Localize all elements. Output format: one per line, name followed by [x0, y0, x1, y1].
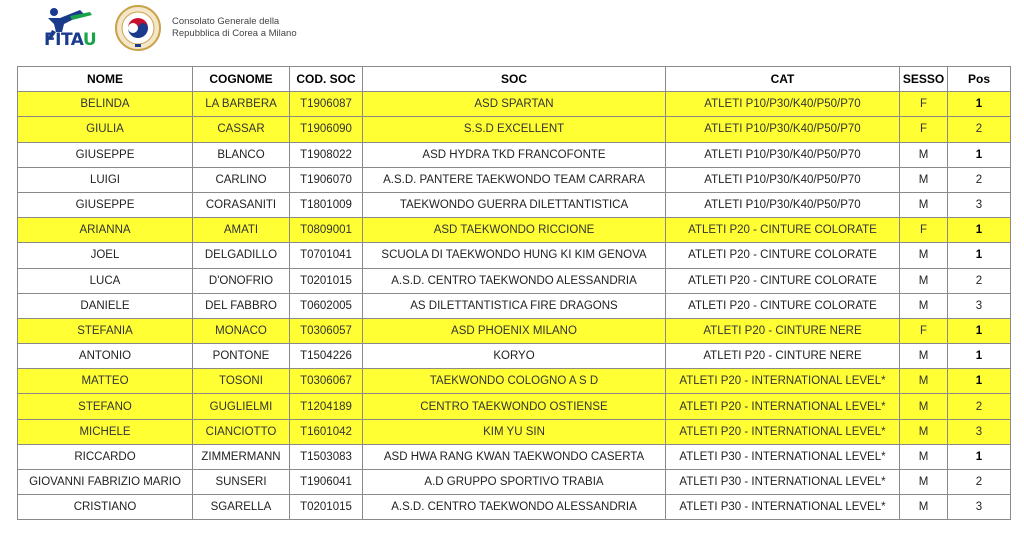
cell-sesso: M — [900, 167, 948, 192]
cell-nome: ANTONIO — [18, 344, 193, 369]
cell-cognome: SUNSERI — [193, 470, 290, 495]
table-row — [18, 394, 1011, 419]
table-row — [18, 192, 1011, 217]
cell-cognome: GUGLIELMI — [193, 394, 290, 419]
cell-soc: SCUOLA DI TAEKWONDO HUNG KI KIM GENOVA — [363, 243, 666, 268]
cell-sesso: F — [900, 117, 948, 142]
cell-cod-soc: T1601042 — [290, 419, 363, 444]
cell-soc: ASD SPARTAN — [363, 92, 666, 117]
cell-pos: 2 — [948, 117, 1011, 142]
cell-cod-soc: T1906041 — [290, 470, 363, 495]
table-row — [18, 369, 1011, 394]
table-row — [18, 243, 1011, 268]
cell-cat: ATLETI P20 - INTERNATIONAL LEVEL* — [666, 419, 900, 444]
cell-soc: A.S.D. CENTRO TAEKWONDO ALESSANDRIA — [363, 268, 666, 293]
cell-cod-soc: T1504226 — [290, 344, 363, 369]
consulate-name — [172, 16, 297, 40]
cell-cod-soc: T0306067 — [290, 369, 363, 394]
cell-sesso: M — [900, 470, 948, 495]
cell-nome: JOEL — [18, 243, 193, 268]
cell-cat: ATLETI P10/P30/K40/P50/P70 — [666, 92, 900, 117]
cell-cat: ATLETI P20 - INTERNATIONAL LEVEL* — [666, 369, 900, 394]
cell-nome: LUCA — [18, 268, 193, 293]
table-row — [18, 470, 1011, 495]
table-row — [18, 268, 1011, 293]
cell-sesso: M — [900, 192, 948, 217]
table-row — [18, 293, 1011, 318]
cell-soc: AS DILETTANTISTICA FIRE DRAGONS — [363, 293, 666, 318]
cell-cognome: DELGADILLO — [193, 243, 290, 268]
table-row — [18, 318, 1011, 343]
cell-soc: ASD HYDRA TKD FRANCOFONTE — [363, 142, 666, 167]
cell-nome: GIUSEPPE — [18, 142, 193, 167]
cell-cod-soc: T0306057 — [290, 318, 363, 343]
cell-cat: ATLETI P20 - CINTURE COLORATE — [666, 218, 900, 243]
cell-cat: ATLETI P20 - CINTURE COLORATE — [666, 243, 900, 268]
column-header-cognome: COGNOME — [193, 67, 290, 92]
table-row — [18, 495, 1011, 520]
cell-cognome: MONACO — [193, 318, 290, 343]
cell-soc: ASD HWA RANG KWAN TAEKWONDO CASERTA — [363, 444, 666, 469]
cell-pos: 1 — [948, 92, 1011, 117]
cell-cod-soc: T0602005 — [290, 293, 363, 318]
cell-soc: ASD TAEKWONDO RICCIONE — [363, 218, 666, 243]
cell-sesso: M — [900, 419, 948, 444]
table-row — [18, 218, 1011, 243]
cell-sesso: M — [900, 142, 948, 167]
cell-nome: STEFANO — [18, 394, 193, 419]
cell-pos: 3 — [948, 419, 1011, 444]
cell-sesso: M — [900, 344, 948, 369]
table-row — [18, 117, 1011, 142]
cell-cod-soc: T0201015 — [290, 495, 363, 520]
cell-nome: DANIELE — [18, 293, 193, 318]
cell-nome: STEFANIA — [18, 318, 193, 343]
cell-cod-soc: T0701041 — [290, 243, 363, 268]
column-header-cod-soc: COD. SOC — [290, 67, 363, 92]
page-header — [0, 0, 1024, 64]
cell-cat: ATLETI P20 - CINTURE NERE — [666, 318, 900, 343]
cell-cod-soc: T1503083 — [290, 444, 363, 469]
cell-cod-soc: T1906070 — [290, 167, 363, 192]
cell-cod-soc: T1204189 — [290, 394, 363, 419]
cell-nome: GIULIA — [18, 117, 193, 142]
cell-soc: A.S.D. CENTRO TAEKWONDO ALESSANDRIA — [363, 495, 666, 520]
consulate-line-2: Repubblica di Corea a Milano — [172, 28, 297, 39]
cell-cognome: LA BARBERA — [193, 92, 290, 117]
cell-cat: ATLETI P10/P30/K40/P50/P70 — [666, 142, 900, 167]
cell-cognome: D'ONOFRIO — [193, 268, 290, 293]
cell-cat: ATLETI P30 - INTERNATIONAL LEVEL* — [666, 495, 900, 520]
cell-pos: 1 — [948, 444, 1011, 469]
cell-cognome: AMATI — [193, 218, 290, 243]
cell-pos: 1 — [948, 142, 1011, 167]
cell-nome: GIUSEPPE — [18, 192, 193, 217]
cell-cognome: DEL FABBRO — [193, 293, 290, 318]
column-header-soc: SOC — [363, 67, 666, 92]
cell-cognome: TOSONI — [193, 369, 290, 394]
cell-sesso: M — [900, 495, 948, 520]
results-table — [17, 66, 1011, 520]
cell-nome: ARIANNA — [18, 218, 193, 243]
cell-sesso: F — [900, 318, 948, 343]
cell-pos: 2 — [948, 268, 1011, 293]
cell-cat: ATLETI P30 - INTERNATIONAL LEVEL* — [666, 470, 900, 495]
cell-pos: 2 — [948, 470, 1011, 495]
cell-cat: ATLETI P20 - CINTURE NERE — [666, 344, 900, 369]
column-header-pos: Pos — [948, 67, 1011, 92]
cell-pos: 1 — [948, 218, 1011, 243]
cell-nome: MATTEO — [18, 369, 193, 394]
cell-cod-soc: T1801009 — [290, 192, 363, 217]
cell-soc: KIM YU SIN — [363, 419, 666, 444]
fita-logo-text: FITAU — [44, 30, 97, 50]
cell-nome: LUIGI — [18, 167, 193, 192]
cell-cod-soc: T1906090 — [290, 117, 363, 142]
cell-pos: 1 — [948, 318, 1011, 343]
cell-sesso: M — [900, 444, 948, 469]
cell-cat: ATLETI P20 - CINTURE COLORATE — [666, 268, 900, 293]
cell-cognome: ZIMMERMANN — [193, 444, 290, 469]
cell-cognome: BLANCO — [193, 142, 290, 167]
cell-nome: RICCARDO — [18, 444, 193, 469]
cell-nome: CRISTIANO — [18, 495, 193, 520]
cell-sesso: F — [900, 218, 948, 243]
cell-cat: ATLETI P30 - INTERNATIONAL LEVEL* — [666, 444, 900, 469]
cell-pos: 2 — [948, 167, 1011, 192]
cell-soc: TAEKWONDO GUERRA DILETTANTISTICA — [363, 192, 666, 217]
cell-cognome: SGARELLA — [193, 495, 290, 520]
cell-cod-soc: T1906087 — [290, 92, 363, 117]
cell-cat: ATLETI P20 - INTERNATIONAL LEVEL* — [666, 394, 900, 419]
table-row — [18, 444, 1011, 469]
cell-soc: ASD PHOENIX MILANO — [363, 318, 666, 343]
cell-cognome: CARLINO — [193, 167, 290, 192]
column-header-sesso: SESSO — [900, 67, 948, 92]
consulate-line-1: Consolato Generale della — [172, 16, 280, 27]
column-header-cat: CAT — [666, 67, 900, 92]
cell-cod-soc: T0809001 — [290, 218, 363, 243]
cell-cat: ATLETI P10/P30/K40/P50/P70 — [666, 167, 900, 192]
cell-cognome: PONTONE — [193, 344, 290, 369]
cell-sesso: M — [900, 293, 948, 318]
korea-consulate-seal-icon — [114, 4, 162, 52]
table-header-row — [18, 67, 1011, 92]
cell-cat: ATLETI P20 - CINTURE COLORATE — [666, 293, 900, 318]
table-row — [18, 344, 1011, 369]
cell-soc: TAEKWONDO COLOGNO A S D — [363, 369, 666, 394]
cell-soc: KORYO — [363, 344, 666, 369]
cell-pos: 3 — [948, 293, 1011, 318]
cell-cod-soc: T1908022 — [290, 142, 363, 167]
cell-nome: GIOVANNI FABRIZIO MARIO — [18, 470, 193, 495]
cell-pos: 3 — [948, 192, 1011, 217]
cell-cognome: CASSAR — [193, 117, 290, 142]
cell-cod-soc: T0201015 — [290, 268, 363, 293]
table-row — [18, 92, 1011, 117]
cell-soc: A.S.D. PANTERE TAEKWONDO TEAM CARRARA — [363, 167, 666, 192]
cell-sesso: M — [900, 394, 948, 419]
cell-pos: 1 — [948, 243, 1011, 268]
table-row — [18, 167, 1011, 192]
cell-nome: MICHELE — [18, 419, 193, 444]
table-row — [18, 419, 1011, 444]
cell-sesso: M — [900, 268, 948, 293]
cell-cognome: CORASANITI — [193, 192, 290, 217]
cell-cat: ATLETI P10/P30/K40/P50/P70 — [666, 192, 900, 217]
column-header-nome: NOME — [18, 67, 193, 92]
cell-soc: S.S.D EXCELLENT — [363, 117, 666, 142]
cell-pos: 2 — [948, 394, 1011, 419]
table-row — [18, 142, 1011, 167]
cell-sesso: M — [900, 369, 948, 394]
cell-sesso: M — [900, 243, 948, 268]
cell-nome: BELINDA — [18, 92, 193, 117]
cell-soc: A.D GRUPPO SPORTIVO TRABIA — [363, 470, 666, 495]
cell-pos: 1 — [948, 369, 1011, 394]
cell-sesso: F — [900, 92, 948, 117]
cell-cat: ATLETI P10/P30/K40/P50/P70 — [666, 117, 900, 142]
cell-pos: 3 — [948, 495, 1011, 520]
cell-pos: 1 — [948, 344, 1011, 369]
cell-cognome: CIANCIOTTO — [193, 419, 290, 444]
cell-soc: CENTRO TAEKWONDO OSTIENSE — [363, 394, 666, 419]
